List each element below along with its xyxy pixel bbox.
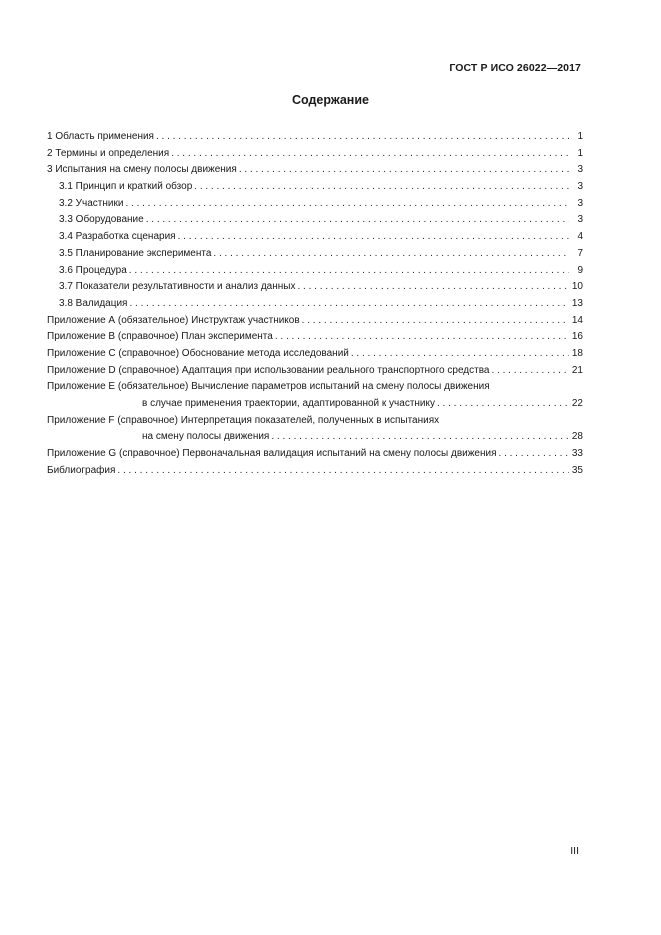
toc-entry-label: 3 Испытания на смену полосы движения — [47, 164, 237, 176]
toc-leader-dots — [129, 263, 569, 280]
toc-leader-dots — [178, 229, 569, 246]
toc-entry-page: 21 — [571, 364, 583, 376]
toc-subentry[interactable] — [47, 196, 583, 213]
page-number: III — [570, 845, 579, 857]
toc-subentry[interactable] — [47, 179, 583, 196]
toc-entry-label: Приложение Е (обязательное) Вычисление параметров испытаний на смену полосы движения — [47, 381, 490, 393]
toc-subentry[interactable] — [47, 229, 583, 246]
toc-entry[interactable] — [47, 463, 583, 480]
toc-leader-dots — [491, 363, 569, 380]
toc-entry-label: 3.4 Разработка сценария — [59, 231, 176, 243]
toc-entry-label: 3.7 Показатели результативности и анализ данных — [59, 281, 296, 293]
toc-entry-label: Приложение С (справочное) Обоснование метода исследований — [47, 347, 349, 359]
toc-entry-page: 1 — [577, 147, 583, 159]
toc-subentry[interactable] — [47, 296, 583, 313]
toc-leader-dots — [125, 196, 569, 213]
toc-entry[interactable] — [47, 146, 583, 163]
toc-entry-page: 3 — [577, 181, 583, 193]
toc-entry-page: 16 — [571, 331, 583, 343]
toc-entry-label: 1 Область применения — [47, 131, 154, 142]
toc-entry-label-continued: на смену полосы движения — [142, 431, 270, 443]
toc-leader-dots — [146, 212, 569, 229]
toc-entry-label: Приложение А (обязательное) Инструктаж участников — [47, 314, 300, 326]
toc-entry-page: 3 — [577, 214, 583, 226]
page-title: Содержание — [291, 93, 369, 107]
toc-entry-label: Приложение F (справочное) Интерпретация показателей, полученных в испытаниях — [47, 414, 440, 426]
toc-entry-page: 10 — [571, 281, 583, 293]
toc-entry-first-line[interactable] — [47, 379, 583, 396]
toc-entry-page: 1 — [577, 131, 583, 142]
toc-entry[interactable] — [47, 363, 583, 380]
toc-entry-continuation[interactable] — [47, 429, 583, 446]
toc-entry-label: Приложение D (справочное) Адаптация при использовании реального транспортного средства — [47, 364, 490, 376]
toc-entry-page: 3 — [577, 164, 583, 176]
toc-subentry[interactable] — [47, 279, 583, 296]
toc-leader-dots — [351, 346, 569, 363]
toc-subentry[interactable] — [47, 246, 583, 263]
toc-entry[interactable] — [47, 313, 583, 330]
toc-entry-page: 4 — [577, 231, 583, 243]
toc-entry[interactable] — [47, 329, 583, 346]
toc-entry-continuation[interactable] — [47, 396, 583, 413]
toc-entry[interactable] — [47, 129, 583, 146]
toc-entry-label: 3.8 Валидация — [59, 297, 128, 309]
toc-entry-page: 22 — [571, 398, 583, 409]
toc-entry-label: 3.3 Оборудование — [59, 214, 144, 226]
toc-entry-label: 3.1 Принцип и краткий обзор — [59, 181, 193, 193]
toc-leader-dots — [275, 329, 569, 346]
toc-leader-dots — [156, 129, 569, 146]
toc-leader-dots — [297, 279, 569, 296]
toc-entry-label: Приложение В (справочное) План эксперимента — [47, 331, 273, 343]
toc-entry-page: 14 — [571, 314, 583, 326]
toc-leader-dots — [213, 246, 569, 263]
toc-leader-dots — [271, 429, 569, 446]
toc-entry-page: 35 — [571, 464, 583, 476]
toc-leader-dots — [129, 296, 569, 313]
toc-entry-label: 3.6 Процедура — [59, 264, 127, 276]
toc-entry-label-continued: в случае применения траектории, адаптированной к участнику — [142, 398, 435, 409]
toc-leader-dots — [437, 396, 569, 413]
toc-entry-first-line[interactable] — [47, 413, 583, 430]
toc-entry-label: 3.5 Планирование эксперимента — [59, 247, 212, 259]
toc-entry-label: Библиография — [47, 464, 116, 476]
toc-entry[interactable] — [47, 162, 583, 179]
toc-entry-page: 28 — [571, 431, 583, 443]
toc-leader-dots — [302, 313, 569, 330]
toc-entry-label: 3.2 Участники — [59, 197, 124, 209]
toc-subentry[interactable] — [47, 212, 583, 229]
document-standard-code: ГОСТ Р ИСО 26022—2017 — [449, 62, 581, 74]
toc-leader-dots — [239, 162, 569, 179]
toc-entry-page: 18 — [571, 347, 583, 359]
toc-leader-dots — [117, 463, 569, 480]
toc-entry-page: 13 — [571, 297, 583, 309]
toc-entry-page: 3 — [577, 197, 583, 209]
toc-subentry[interactable] — [47, 263, 583, 280]
toc-leader-dots — [194, 179, 569, 196]
toc-entry[interactable] — [47, 446, 583, 463]
table-of-contents — [47, 129, 583, 479]
toc-entry[interactable] — [47, 346, 583, 363]
toc-leader-dots — [499, 446, 569, 463]
toc-entry-label: 2 Термины и определения — [47, 147, 170, 159]
toc-leader-dots — [171, 146, 569, 163]
toc-entry-page: 9 — [577, 264, 583, 276]
toc-entry-page: 7 — [577, 247, 583, 259]
toc-entry-label: Приложение G (справочное) Первоначальная валидация испытаний на смену полосы движения — [47, 448, 497, 460]
toc-entry-page: 33 — [571, 448, 583, 460]
